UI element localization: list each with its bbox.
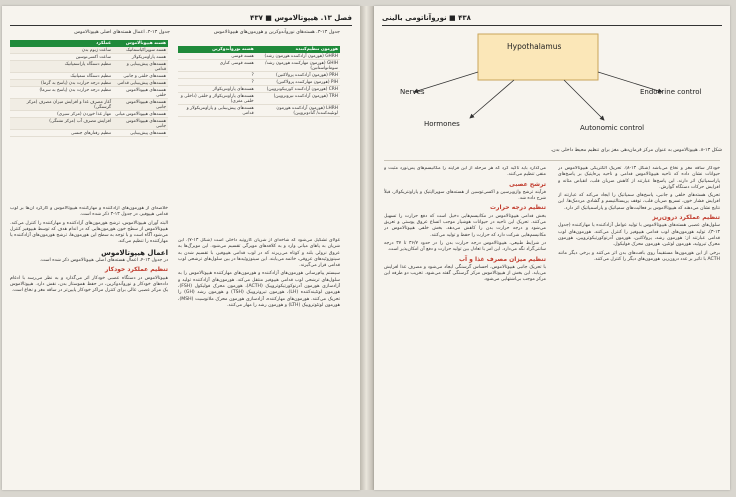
paragraph: تحریک هسته‌های خلفی و جانبی، پاسخ‌های سمپاتیک را ایجاد می‌کند که عبارتند از افزایش فشار خون، تسریع ضربان قلب، توقف پریستالتیسم و گشادی مردمک‌ها. این نتایج نشان می‌دهند که هیپوتالاموس بر فعالیت‌های سمپاتیک و پاراسمپاتیک اثر دارد.	[558, 193, 720, 211]
table-3-title: جدول ۱۳-۳. هسته‌های نوروآندوکرین و هورمون‌های هیپوتالاموس	[213, 30, 340, 35]
paragraph: خلاصه‌ای از هورمون‌های آزادکننده و مهارکننده هیپوتالاموس و کارکرد آن‌ها بر لوب قدامی هیپوفیز، در جدول ۱۳-۳ ذکر شده است.	[10, 206, 168, 218]
table-4	[10, 40, 168, 137]
table-3-head-hormone: هورمون تنظیم‌کننده	[256, 46, 340, 53]
paragraph: برخی از این هورمون‌ها مستقیماً روی بافت‌های بدن اثر می‌کنند و برخی دیگر مانند ACTH با تاثیر بر غدد درون‌ریز، هورمون‌های دیگر را کنترل می‌کنند.	[558, 250, 720, 262]
table-4-title: جدول ۱۳-۴. اعمال هسته‌های اصلی هیپوتالاموس	[74, 30, 170, 35]
paragraph: هیپوتالاموس در دستگاه عصبی خودکار اثر می‌گذارد و به نظر می‌رسد با ادغام داده‌های خودکار و نوروآندوکرین، در حفظ هموستاز بدن، نقش دارد. هیپوتالاموس یک مرکز عصبی عالی برای کنترل مراکز خودکار پایین‌تر در ساقه مغز و نخاع است.	[10, 275, 168, 294]
table-cell: تنظیم دستگاه پاراسمپاتیک	[10, 61, 113, 73]
hypothalamus-box	[478, 34, 598, 80]
right-page-left-column	[384, 166, 546, 484]
table-cell: ساعت اکسی‌توسین	[10, 54, 113, 61]
table-row	[178, 105, 340, 117]
table-cell: هسته‌های پیش‌بینایی و قدامی	[113, 61, 168, 73]
left-page	[2, 6, 360, 490]
table-cell: تنظیم درجه حرارت بدن (پاسخ به گرما)	[10, 80, 113, 87]
heading-temperature-regulation: تنظیم درجه حرارت	[490, 204, 546, 212]
paragraph: سیستم پیام‌رسانی هورمون‌های آزادکننده و هورمون‌های مهارکننده هیپوتالاموس را به سلول‌های ترشحی لوب قدامی هیپوفیز منتقل می‌کند. هورمون‌های آزادکننده تولید و آزادسازی هورمون آدرنوکورتیکوتروپیک (ACTH)، هورمون محرک فولیکول (FSH)، هورمون لوتئینه‌کننده (LH)، هورمون تیروتروپیک (TSH) و هورمون رشد (GH) را تحریک می‌کنند. هورمون‌های مهارکننده، آزادسازی هورمون محرک ملانوسیت (MSH)، هورمون لوتئوتروپیک (LTH) و هورمون رشد را مهار می‌کنند.	[178, 271, 340, 308]
table-cell: هسته‌های هیپوتالاموس خلفی	[113, 87, 168, 99]
nerves-label: Nerves	[400, 88, 425, 96]
table-cell: LHRH (هورمون آزادکننده هورمون لوتئینه‌کننده/ گنادوتروپین)	[256, 105, 340, 117]
table-cell: ?	[178, 79, 256, 86]
left-header-rule	[10, 25, 352, 26]
table-cell: هسته‌های پیش‌بینایی قدامی	[113, 80, 168, 87]
paragraph: بخش قدامی هیپوتالاموس در مکانیسم‌هایی دخیل است که دفع حرارت را تسهیل می‌کنند. تحریک این ناحیه در حیوانات هوشیار موجب اتساع عروق پوستی و تعریق می‌شود و درجه حرارت بدن را کاهش می‌دهد. بخش خلفی هیپوتالاموس در مکانیسم‌هایی شرکت دارد که حرارت را حفظ و تولید می‌کنند.	[384, 213, 546, 238]
right-page-header: ۴۳۸ ■ نوروآناتومی بالینی	[382, 14, 471, 22]
table-cell: تنظیم رفتارهای جنسی	[10, 130, 113, 137]
table-cell: هسته‌های هیپوتالاموس جانبی	[113, 118, 168, 130]
paragraph: البته آوران هیپوتالاموس، ترشح هورمون‌های آزادکننده و مهارکننده را کنترل می‌کند. هیپوتالاموس از سطح خون هورمون‌هایی که در اندام هدف که توسط هیپوفیز کنترل می‌شود آگاه است و با توجه به سطح این هورمون‌ها، ترشح هورمون‌های آزادکننده یا مهارکننده را تنظیم می‌کند.	[10, 220, 168, 245]
table-cell: آغاز مصرف غذا و افزایش میزان مصرف (مرکز گرسنگی)	[10, 99, 113, 111]
left-page-middle-column	[178, 238, 340, 483]
hormones-label: Hormones	[424, 120, 460, 128]
autonomic-control-label: Autonomic control	[580, 124, 645, 132]
table-cell: CRH (هورمون آزادکننده کورتیکوتروپین)	[256, 86, 340, 93]
table-cell: هسته قوسی	[178, 53, 256, 60]
figure-caption: شکل ۱۳-۸. هیپوتالاموس به عنوان مرکز فرمان‌دهی مغز برای تنظیم محیط داخلی بدن.	[550, 148, 722, 153]
left-page-header: فصل ۱۳. هیپوتالاموس ■ ۴۳۷	[250, 14, 352, 22]
table-cell: ساعت ژنوم بدن	[10, 47, 113, 54]
table-row	[178, 93, 340, 105]
paragraph: خودکار ساقه مغز و نخاع می‌باشد (شکل ۱۳-۸). تحریک الکتریکی هیپوتالاموس در حیوانات نشان داده که ناحیه هیپوتالاموس قدامی و ناحیه پره‌اپتیک بر پاسخ‌های پاراسمپاتیک اثر دارند. این پاسخ‌ها عبارتند از کاهش ضربان قلب، انقباض مثانه و افزایش حرکات دستگاه گوارش.	[558, 166, 720, 190]
table-row	[178, 79, 340, 86]
paragraph: با تحریک جانبی هیپوتالاموس، احساس گرسنگی ایجاد می‌شود و مصرف غذا افزایش می‌یابد. این بخش از هیپوتالاموس مرکز گرسنگی گفته می‌شود. تخریب دو طرفه این مرکز موجب بی‌اشتهایی می‌شود.	[384, 264, 546, 283]
table-cell: هسته‌های پیش‌بینایی و پاراونتریکولار و قدامی	[178, 105, 256, 117]
left-page-right-column	[10, 206, 168, 486]
table-row	[10, 99, 168, 111]
table-row	[178, 86, 340, 93]
table-cell: هسته‌های پاراونتریکولار و خلفی (داخلی و خلفی مغزی)	[178, 93, 256, 105]
book-gutter	[360, 6, 374, 490]
table-cell: هسته‌های هیپوتالاموس جانبی	[113, 99, 168, 111]
table-row	[178, 72, 340, 79]
table-cell: تنظیم درجه حرارت بدن (پاسخ به سرما)	[10, 87, 113, 99]
table-cell: GHIH (هورمون مهارکننده هورمون رشد/ سوماتواستاتین)	[256, 60, 340, 72]
table-cell: هسته‌های پیش‌بینایی	[113, 130, 168, 137]
paragraph: در شرایط طبیعی، هیپوتالاموس درجه حرارت بدن را در حدود ۳۶/۷ تا ۳۷ درجه سانتی‌گراد نگه می‌دارد. این امر با تعادل بین تولید حرارت و دفع آن امکان‌پذیر است.	[384, 240, 546, 253]
table-cell: افزایش مصرف آب (مرکز تشنگی)	[10, 118, 113, 130]
table-cell: PRH (هورمون آزادکننده پرولاکتین)	[256, 72, 340, 79]
table-row	[10, 80, 168, 87]
right-page	[374, 6, 730, 490]
endocrine-control-label: Endocrine control	[640, 88, 702, 96]
table-row	[10, 118, 168, 130]
right-header-rule	[382, 25, 722, 26]
heading-food-water-intake: تنظیم میزان مصرف غذا و آب	[459, 255, 546, 263]
table-cell: هسته‌های هیپوتالاموس میانی	[113, 111, 168, 118]
hypothalamus-diagram	[374, 28, 730, 143]
paragraph: غولای تشکیل می‌شود که شاخه‌ای از شریان کاروتید داخلی است (شکل ۱۳-۷). این شریان به پاهای میانی وارد و به کلافه‌های مویرگی تقسیم می‌شود. این مویرگ‌ها به عروق نزولی بلند و کوتاه می‌ریزند که در لوب قدامی هیپوفیز، با تقسیم شدن به سینوزوئیدهای عروقی، خاتمه می‌یابند. این سینوزوئیدها در بین سلول‌های ترشحی لوب قدامی قرار می‌گیرند.	[178, 238, 340, 269]
heading-neurosecretion: ترشح عصبی	[509, 180, 546, 188]
hypothalamus-label: Hypothalamus	[507, 42, 562, 51]
table-cell: GHRH (هورمون آزادکننده هورمون رشد)	[256, 53, 340, 60]
table-cell: ?	[178, 72, 256, 79]
table-row	[10, 61, 168, 73]
arrow-hormones	[470, 80, 514, 118]
paragraph: فرآیند ترشح وازوپرسین و اکسی‌توسین از هسته‌های سوپرااپتیک و پاراونتریکولار، قبلاً شرح داده شد.	[384, 189, 546, 202]
heading-autonomic-regulation: تنظیم عملکرد خودکار	[104, 266, 168, 274]
table-row	[10, 111, 168, 118]
paragraph: سلول‌های عصبی هسته‌های هیپوتالاموس با تولید عوامل آزادکننده یا مهارکننده (جدول ۱۳-۳)، تولید هورمون‌های لوب قدامی هیپوفیز را کنترل می‌کنند. هورمون‌های لوب قدامی عبارتند از: هورمون رشد، پرولاکتین، هورمون آدرنوکورتیکوتروپین، هورمون محرک تیروئید، هورمون لوتئین، هورمون محرک فولیکول.	[558, 223, 720, 248]
heading-endocrine-regulation: تنظیم عملکرد درون‌ریز	[652, 214, 720, 222]
table-cell: هسته‌های خلفی و جانبی	[113, 73, 168, 80]
table-cell: هسته‌های پاراونتریکولار	[178, 86, 256, 93]
table-row	[10, 54, 168, 61]
table-3	[178, 46, 340, 117]
table-cell: مهار غذا خوردن (مرکز سیری)	[10, 111, 113, 118]
heading-hypothalamus-functions: اعمال هیپوتالاموس	[101, 248, 168, 257]
table-cell: PIH (هورمون مهارکننده پرولاکتین)	[256, 79, 340, 86]
table-cell: هسته قوسی کناری	[178, 60, 256, 72]
table-cell: TRH (هورمون آزادکننده تیروتروپین)	[256, 93, 340, 105]
table-4-head-function: عملکرد	[10, 40, 113, 47]
table-row	[178, 60, 340, 72]
table-cell: تنظیم دستگاه سمپاتیک	[10, 73, 113, 80]
paragraph: در جدول ۱۳-۴، اعمال هسته‌های اصلی هیپوتالاموس ذکر شده است.	[39, 258, 168, 264]
table-row	[10, 87, 168, 99]
table-4-head-nucleus: هسته هیپوتالاموس	[113, 40, 168, 47]
table-cell: هسته پاراونتریکولار	[113, 54, 168, 61]
table-cell: هسته سوپراکیاسماتیک	[113, 47, 168, 54]
caption-rule	[384, 160, 720, 161]
table-row	[10, 130, 168, 137]
table-row	[10, 73, 168, 80]
right-page-right-column	[558, 166, 720, 484]
paragraph: می‌گذارد باید تاکید کرد که هر مرحله از این فرآیند را مکانیسم‌های پس‌نورد مثبت و منفی تنظیم می‌کنند.	[384, 166, 546, 178]
arrow-autonomic	[564, 80, 604, 120]
table-3-head-nucleus: هسته نوروآندوکرین	[178, 46, 256, 53]
